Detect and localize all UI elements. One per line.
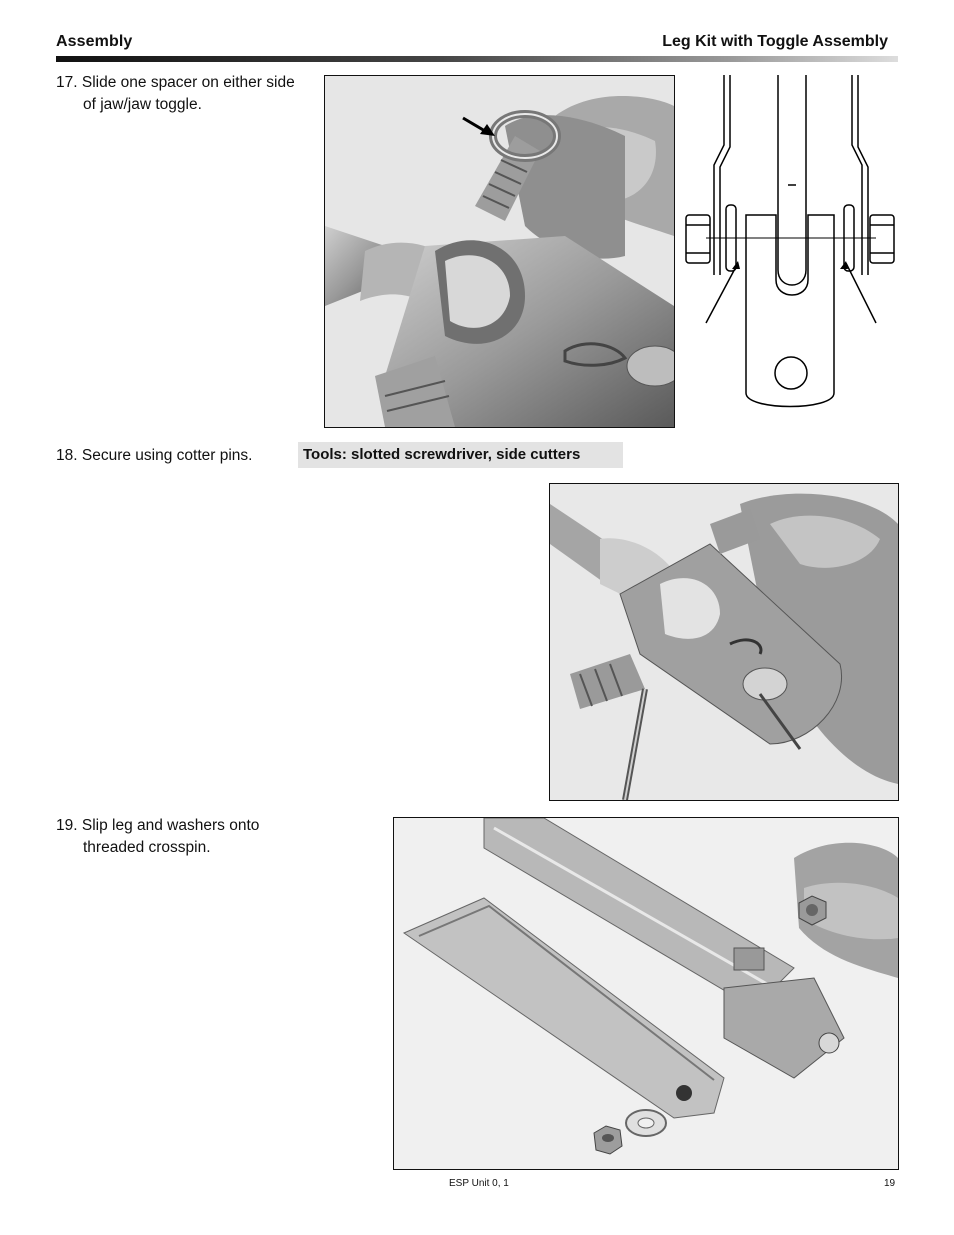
- step-18: [56, 445, 252, 467]
- step-text-line1: Slide one spacer on either side: [81, 74, 295, 91]
- page-title: Leg Kit with Toggle Assembly: [662, 33, 888, 50]
- toggle-spacer-diagram: [680, 75, 900, 415]
- step-number: 19.: [56, 817, 78, 834]
- footer-document-id: ESP Unit 0, 1: [449, 1178, 509, 1189]
- step-number: 18.: [56, 447, 78, 464]
- photo-cotter-image: [550, 484, 898, 800]
- step-number: 17.: [56, 74, 78, 91]
- photo-leg-and-washers: [393, 817, 899, 1170]
- photo-spacer-image: [325, 76, 674, 427]
- step-text-line1: Slip leg and washers onto: [81, 817, 260, 834]
- page-number: 19: [884, 1178, 896, 1189]
- tools-callout: Tools: slotted screwdriver, side cutters: [298, 442, 623, 468]
- step-text-line2: threaded crosspin.: [83, 839, 211, 856]
- header-rule: [56, 56, 898, 62]
- step-19: [56, 815, 259, 859]
- step-17: [56, 72, 295, 116]
- photo-cotter-pins: [549, 483, 899, 801]
- step-text-line2: of jaw/jaw toggle.: [83, 96, 202, 113]
- section-title: Assembly: [56, 33, 133, 50]
- photo-leg-image: [394, 818, 898, 1169]
- photo-spacer-on-toggle: [324, 75, 675, 428]
- step-text-line1: Secure using cotter pins.: [81, 447, 253, 464]
